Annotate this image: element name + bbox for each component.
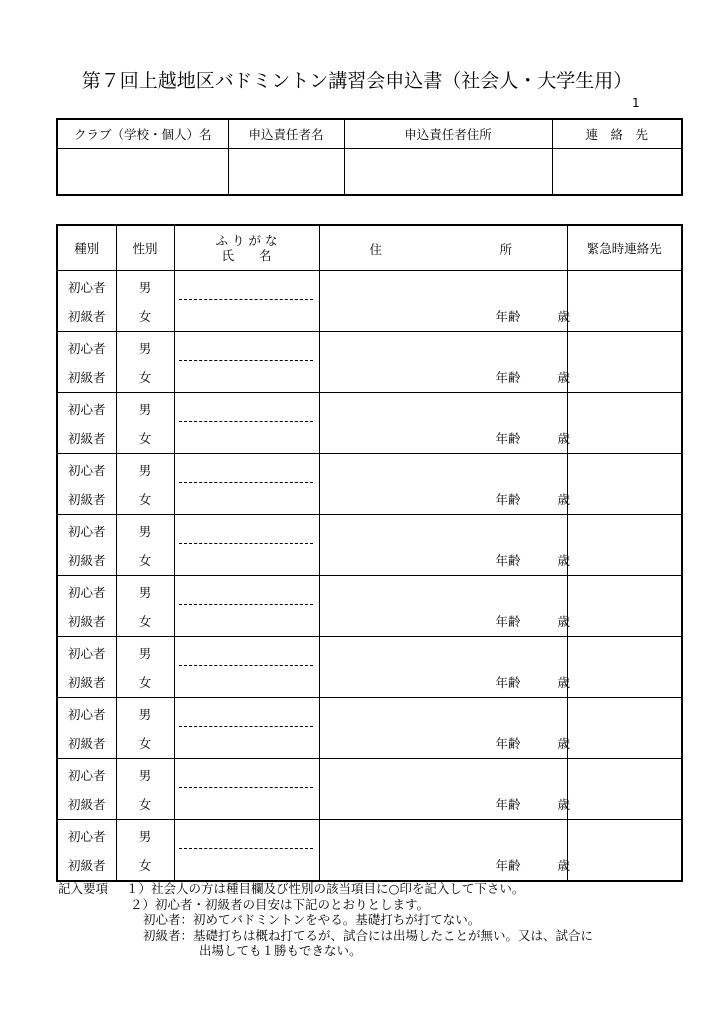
category-novice-label: 初級者: [67, 614, 106, 629]
sex-male-label: 男: [138, 829, 152, 844]
category-cell[interactable]: [57, 637, 116, 698]
address-field[interactable]: [319, 393, 570, 454]
instruction-item-1: １）社会人の方は種目欄及び性別の該当項目に○印を記入して下さい。: [126, 881, 525, 896]
name-field[interactable]: [174, 637, 319, 698]
category-beginner-label: 初心者: [67, 463, 106, 478]
sex-female-label: 女: [138, 492, 152, 507]
name-field[interactable]: [174, 576, 319, 637]
sex-male-label: 男: [138, 585, 152, 600]
category-cell[interactable]: [57, 698, 116, 759]
age-field: [495, 795, 570, 813]
category-beginner-label: 初心者: [67, 524, 106, 539]
age-label: 年齢: [495, 736, 521, 751]
category-cell[interactable]: [57, 820, 116, 882]
age-unit-label: 歳: [557, 675, 570, 690]
entry-row: [57, 637, 682, 698]
address-field[interactable]: [319, 759, 570, 820]
sex-female-label: 女: [138, 736, 152, 751]
address-field[interactable]: [319, 515, 570, 576]
age-label: 年齢: [495, 858, 521, 873]
furigana-divider: [179, 421, 313, 422]
sex-cell[interactable]: [116, 332, 174, 393]
furigana-divider: [179, 360, 313, 361]
name-field[interactable]: [174, 454, 319, 515]
age-label: 年齢: [495, 431, 521, 446]
age-field: [495, 856, 570, 874]
beginner-definition: 初心者：初めてバドミントンをやる。基礎打ちが打てない。: [143, 912, 481, 927]
sex-cell[interactable]: [116, 393, 174, 454]
category-beginner-label: 初心者: [67, 768, 106, 783]
page-number: 1: [632, 96, 640, 110]
age-unit-label: 歳: [557, 553, 570, 568]
responsible-name-header: 申込責任者名: [228, 119, 344, 149]
instructions-heading: 記入要項: [58, 881, 109, 896]
category-beginner-label: 初心者: [67, 829, 106, 844]
sex-male-label: 男: [138, 707, 152, 722]
page-title: 第７回上越地区バドミントン講習会申込書（社会人・大学生用）: [81, 70, 633, 92]
emergency-contact-header: 緊急時連絡先: [567, 225, 682, 271]
sex-female-label: 女: [138, 431, 152, 446]
club-name-header: クラブ（学校・個人）名: [57, 119, 228, 149]
furigana-divider: [179, 482, 313, 483]
emergency-contact-field[interactable]: [567, 271, 682, 332]
furigana-divider: [179, 848, 313, 849]
category-novice-label: 初級者: [67, 431, 106, 446]
emergency-contact-field[interactable]: [567, 454, 682, 515]
sex-male-label: 男: [138, 280, 152, 295]
age-unit-label: 歳: [557, 309, 570, 324]
category-cell[interactable]: [57, 454, 116, 515]
sex-male-label: 男: [138, 463, 152, 478]
sex-female-label: 女: [138, 614, 152, 629]
entry-row: [57, 332, 682, 393]
sex-cell[interactable]: [116, 759, 174, 820]
address-field[interactable]: [319, 698, 570, 759]
sex-female-label: 女: [138, 858, 152, 873]
applicant-table: [56, 118, 683, 196]
furigana-divider: [179, 665, 313, 666]
sex-cell[interactable]: [116, 515, 174, 576]
age-unit-label: 歳: [557, 370, 570, 385]
entry-row: [57, 759, 682, 820]
address-field[interactable]: [319, 576, 570, 637]
category-novice-label: 初級者: [67, 309, 106, 324]
age-label: 年齢: [495, 675, 521, 690]
age-unit-label: 歳: [557, 858, 570, 873]
category-cell[interactable]: [57, 332, 116, 393]
club-name-field[interactable]: [57, 149, 228, 196]
sex-cell[interactable]: [116, 698, 174, 759]
category-beginner-label: 初心者: [67, 280, 106, 295]
emergency-contact-field[interactable]: [567, 637, 682, 698]
category-novice-label: 初級者: [67, 675, 106, 690]
emergency-contact-field[interactable]: [567, 393, 682, 454]
responsible-address-field[interactable]: [344, 149, 552, 196]
sex-cell[interactable]: [116, 454, 174, 515]
emergency-contact-field[interactable]: [567, 698, 682, 759]
address-label-left: 住: [369, 242, 383, 257]
emergency-contact-field[interactable]: [567, 820, 682, 882]
entry-row: [57, 271, 682, 332]
furigana-divider: [179, 787, 313, 788]
responsible-name-field[interactable]: [228, 149, 344, 196]
age-unit-label: 歳: [557, 797, 570, 812]
name-header: [174, 225, 319, 271]
entry-row: [57, 393, 682, 454]
category-cell[interactable]: [57, 271, 116, 332]
name-field[interactable]: [174, 759, 319, 820]
name-field[interactable]: [174, 332, 319, 393]
age-unit-label: 歳: [557, 492, 570, 507]
furigana-divider: [179, 543, 313, 544]
emergency-contact-field[interactable]: [567, 759, 682, 820]
age-label: 年齢: [495, 614, 521, 629]
sex-male-label: 男: [138, 646, 152, 661]
name-field[interactable]: [174, 271, 319, 332]
contact-field[interactable]: [552, 149, 682, 196]
sex-male-label: 男: [138, 402, 152, 417]
category-novice-label: 初級者: [67, 797, 106, 812]
address-field[interactable]: [319, 637, 570, 698]
age-field: [495, 368, 570, 386]
novice-definition-line1: 初級者：基礎打ちは概ね打てるが、試合には出場したことが無い。又は、試合に: [143, 927, 594, 943]
age-field: [495, 490, 570, 508]
novice-definition-line2: 出場しても１勝もできない。: [199, 943, 362, 958]
age-label: 年齢: [495, 797, 521, 812]
address-label-right: 所: [499, 242, 513, 257]
age-unit-label: 歳: [557, 614, 570, 629]
entry-row: [57, 515, 682, 576]
entry-row: [57, 454, 682, 515]
contact-header: 連 絡 先: [552, 119, 682, 149]
furigana-label: ふ り が な: [215, 233, 278, 248]
responsible-address-header: 申込責任者住所: [344, 119, 552, 149]
sex-cell[interactable]: [116, 576, 174, 637]
sex-cell[interactable]: [116, 271, 174, 332]
furigana-divider: [179, 726, 313, 727]
category-beginner-label: 初心者: [67, 402, 106, 417]
age-field: [495, 734, 570, 752]
address-header: [319, 225, 567, 271]
sex-cell[interactable]: [116, 637, 174, 698]
sex-female-label: 女: [138, 370, 152, 385]
sex-female-label: 女: [138, 553, 152, 568]
name-field[interactable]: [174, 698, 319, 759]
sex-male-label: 男: [138, 524, 152, 539]
address-field[interactable]: [319, 454, 570, 515]
age-field: [495, 429, 570, 447]
category-novice-label: 初級者: [67, 553, 106, 568]
sex-male-label: 男: [138, 341, 152, 356]
instruction-item-2: ２）初心者・初級者の目安は下記のとおりとします。: [130, 896, 430, 912]
name-field[interactable]: [174, 515, 319, 576]
furigana-divider: [179, 299, 313, 300]
name-field[interactable]: [174, 393, 319, 454]
age-field: [495, 612, 570, 630]
entry-row: [57, 820, 682, 882]
age-label: 年齢: [495, 309, 521, 324]
sex-cell[interactable]: [116, 820, 174, 882]
age-field: [495, 673, 570, 691]
emergency-contact-field[interactable]: [567, 332, 682, 393]
entry-table: [56, 224, 683, 882]
furigana-divider: [179, 604, 313, 605]
address-field[interactable]: [319, 271, 570, 332]
emergency-contact-field[interactable]: [567, 576, 682, 637]
sex-male-label: 男: [138, 768, 152, 783]
category-beginner-label: 初心者: [67, 585, 106, 600]
age-label: 年齢: [495, 553, 521, 568]
category-header: 種別: [57, 225, 116, 271]
entry-row: [57, 576, 682, 637]
address-field[interactable]: [319, 820, 570, 882]
sex-female-label: 女: [138, 797, 152, 812]
category-cell[interactable]: [57, 515, 116, 576]
category-novice-label: 初級者: [67, 492, 106, 507]
category-beginner-label: 初心者: [67, 646, 106, 661]
category-beginner-label: 初心者: [67, 341, 106, 356]
category-novice-label: 初級者: [67, 858, 106, 873]
sex-female-label: 女: [138, 675, 152, 690]
entry-row: [57, 698, 682, 759]
age-label: 年齢: [495, 492, 521, 507]
name-field[interactable]: [174, 820, 319, 882]
age-unit-label: 歳: [557, 736, 570, 751]
category-cell[interactable]: [57, 759, 116, 820]
age-field: [495, 307, 570, 325]
instructions: [58, 881, 593, 959]
address-field[interactable]: [319, 332, 570, 393]
category-novice-label: 初級者: [67, 736, 106, 751]
sex-header: 性別: [116, 225, 174, 271]
emergency-contact-field[interactable]: [567, 515, 682, 576]
category-beginner-label: 初心者: [67, 707, 106, 722]
name-label: 氏 名: [221, 248, 272, 263]
age-unit-label: 歳: [557, 431, 570, 446]
age-field: [495, 551, 570, 569]
category-novice-label: 初級者: [67, 370, 106, 385]
sex-female-label: 女: [138, 309, 152, 324]
age-label: 年齢: [495, 370, 521, 385]
category-cell[interactable]: [57, 393, 116, 454]
category-cell[interactable]: [57, 576, 116, 637]
